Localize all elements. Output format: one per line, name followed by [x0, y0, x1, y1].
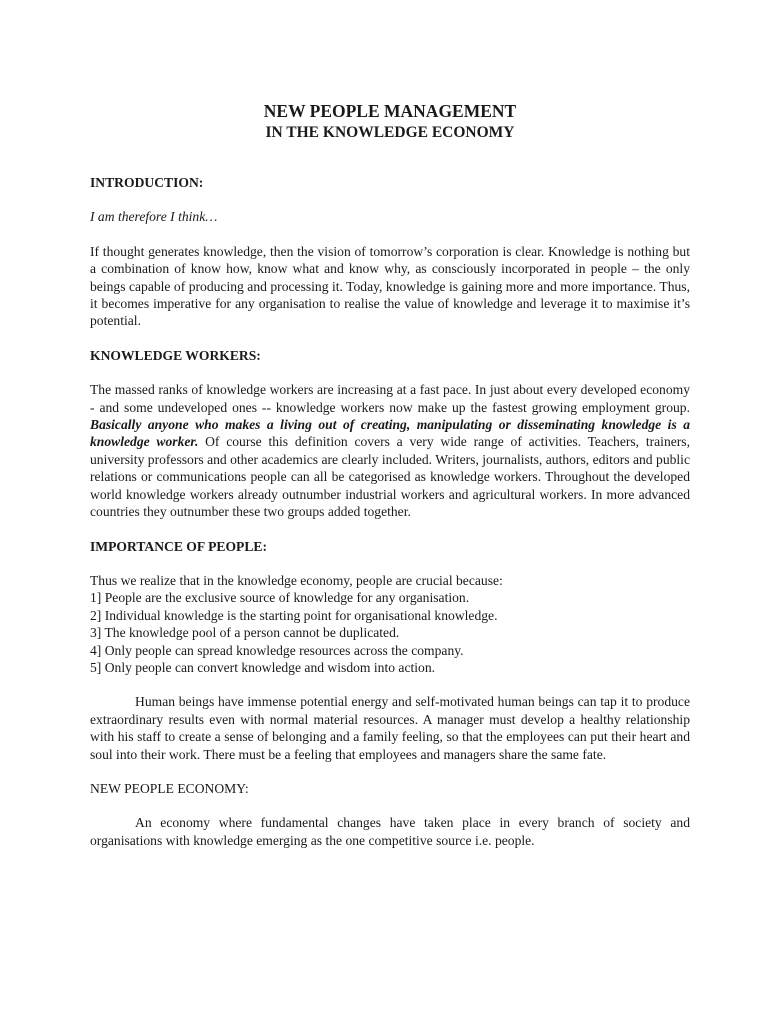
document-title: NEW PEOPLE MANAGEMENT [263, 101, 517, 121]
list-item: 5] Only people can convert knowledge and wisdom into action. [90, 659, 436, 675]
list-item: 2] Individual knowledge is the starting point for organisational knowledge. [90, 607, 498, 623]
knowledge-workers-heading: KNOWLEDGE WORKERS: [90, 347, 261, 363]
importance-heading: IMPORTANCE OF PEOPLE: [90, 538, 267, 554]
knowledge-workers-emphasis: Basically anyone who makes a living out of creating, manipulating or disseminating knowledge is a knowledge worker. [90, 417, 690, 450]
introduction-heading: INTRODUCTION: [90, 175, 204, 190]
list-item: 4] Only people can spread knowledge resources across the company. [90, 642, 464, 658]
introduction-quote: I am therefore I think… [90, 209, 218, 225]
introduction-paragraph: If thought generates knowledge, then the vision of tomorrow’s corporation is clear. Knowledge is nothing but a combination of know how, know what and know why, as consciously incorporated in people – the only beings capable of producing and processing it. Today, knowledge is gaining more and more importance. Thus, it becomes imperative for any organisation to realise the value of knowledge and leverage it to maximise it’s potential. [90, 243, 690, 329]
importance-intro: Thus we realize that in the knowledge economy, people are crucial because: [90, 572, 503, 588]
document-subtitle: IN THE KNOWLEDGE ECONOMY [265, 124, 515, 141]
new-people-economy-paragraph: An economy where fundamental changes have taken place in every branch of society and organisations with knowledge emerging as the one competitive source i.e. people. [90, 815, 690, 848]
document-page [90, 100, 690, 866]
knowledge-workers-text-before: The massed ranks of knowledge workers are increasing at a fast pace. In just about every developed economy - and some undeveloped ones -- knowledge workers now make up the fastest growing employment group. [90, 382, 690, 415]
new-people-economy-heading: NEW PEOPLE ECONOMY: [90, 780, 249, 796]
list-item: 3] The knowledge pool of a person cannot be duplicated. [90, 625, 400, 641]
knowledge-workers-paragraph [90, 381, 690, 520]
importance-paragraph: Human beings have immense potential energy and self-motivated human beings can tap it to produce extraordinary results even with normal material resources. A manager must develop a healthy relationship with his staff to create a sense of belonging and a family feeling, so that the employees can put their heart and soul into their work. There must be a feeling that employees and managers share the same fate. [90, 694, 690, 762]
knowledge-workers-text-after: Of course this definition covers a very wide range of activities. Teachers, trainers, university professors and other academics are clearly included. Writers, journalists, authors, editors and public relations or communications people can all be categorised as knowledge workers. Throughout the developed world knowledge workers already outnumber industrial workers and agricultural workers. In more advanced countries they outnumber these two groups added together. [90, 434, 690, 520]
importance-list [90, 572, 690, 676]
list-item: 1] People are the exclusive source of knowledge for any organisation. [90, 590, 470, 606]
